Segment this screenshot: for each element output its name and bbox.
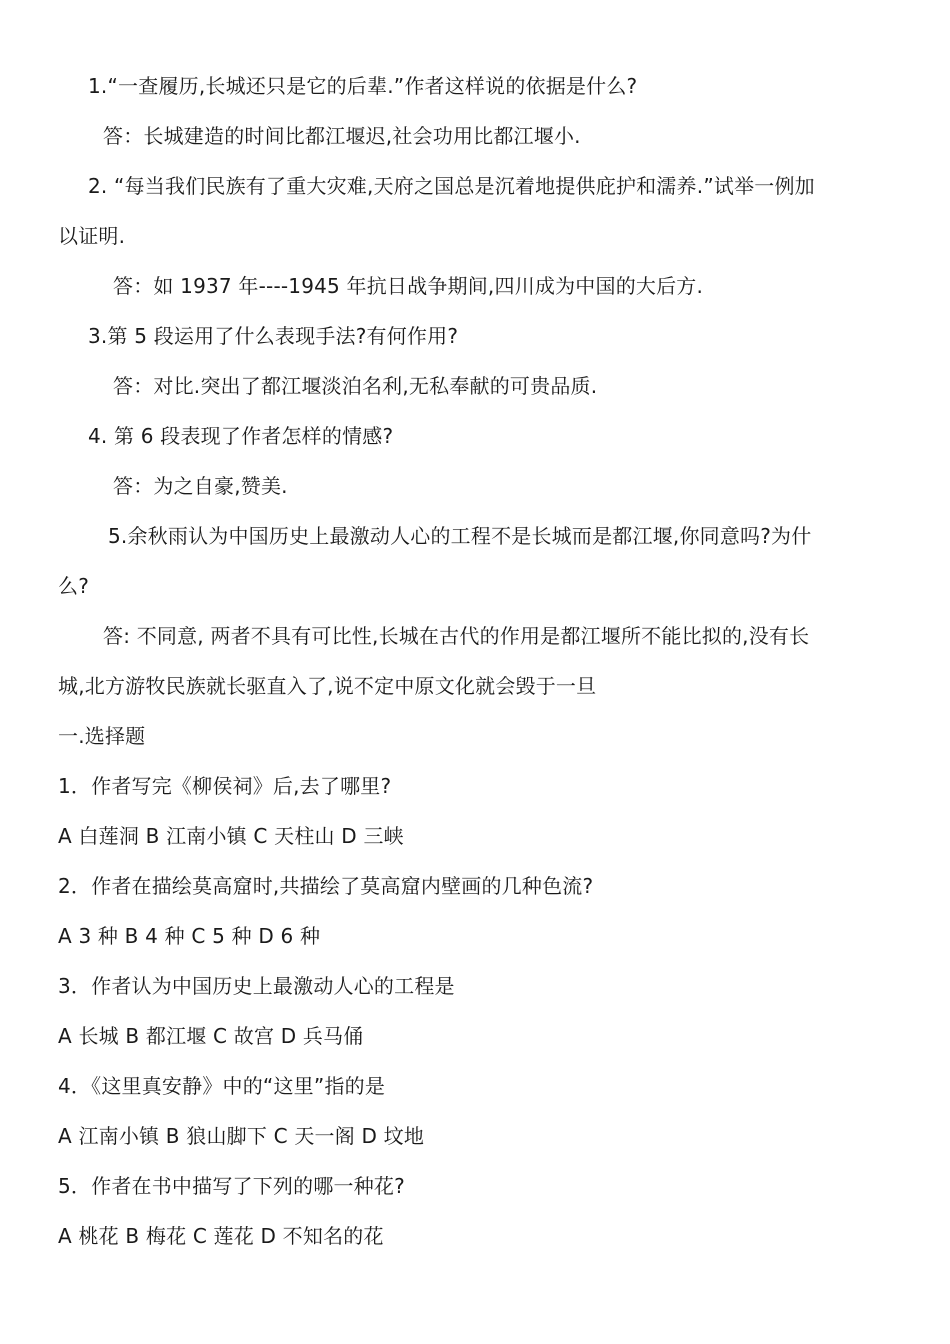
question-3: 3.第 5 段运用了什么表现手法?有何作用? (88, 324, 459, 348)
choice-question: 4．《这里真安静》中的“这里”指的是 (58, 1074, 386, 1098)
choice-question: 1．作者写完《柳侯祠》后,去了哪里? (58, 774, 392, 798)
choice-question: 5．作者在书中描写了下列的哪一种花? (58, 1174, 405, 1198)
question-1: 1.“一查履历,长城还只是它的后辈.”作者这样说的依据是什么? (88, 74, 638, 98)
section-heading: 一.选择题 (58, 724, 146, 748)
choice-question: 3．作者认为中国历史上最激动人心的工程是 (58, 974, 455, 998)
choice-options: A 江南小镇 B 狼山脚下 C 天一阁 D 坟地 (58, 1124, 425, 1148)
answer-2: 答：如 1937 年----1945 年抗日战争期间,四川成为中国的大后方. (113, 274, 704, 298)
answer-3: 答：对比.突出了都江堰淡泊名利,无私奉献的可贵品质. (113, 374, 598, 398)
question-2-line-2: 以证明. (58, 224, 126, 248)
choice-options: A 长城 B 都江堰 C 故宫 D 兵马俑 (58, 1024, 364, 1048)
answer-5-line-1: 答: 不同意, 两者不具有可比性,长城在古代的作用是都江堰所不能比拟的,没有长 (103, 624, 810, 648)
question-5-line-1: 5.余秋雨认为中国历史上最激动人心的工程不是长城而是都江堰,你同意吗?为什 (108, 524, 812, 548)
answer-5-line-2: 城,北方游牧民族就长驱直入了,说不定中原文化就会毁于一旦 (58, 674, 597, 698)
answer-4: 答：为之自豪,赞美. (113, 474, 288, 498)
choice-question: 2．作者在描绘莫高窟时,共描绘了莫高窟内壁画的几种色流? (58, 874, 594, 898)
choice-options: A 白莲洞 B 江南小镇 C 天柱山 D 三峡 (58, 824, 404, 848)
choice-options: A 桃花 B 梅花 C 莲花 D 不知名的花 (58, 1224, 384, 1248)
question-4: 4. 第 6 段表现了作者怎样的情感? (88, 424, 394, 448)
question-2-line-1: 2. “每当我们民族有了重大灾难,天府之国总是沉着地提供庇护和濡养.”试举一例加 (88, 174, 815, 198)
choice-options: A 3 种 B 4 种 C 5 种 D 6 种 (58, 924, 321, 948)
question-5-line-2: 么? (58, 574, 90, 598)
answer-1: 答：长城建造的时间比都江堰迟,社会功用比都江堰小. (103, 124, 581, 148)
